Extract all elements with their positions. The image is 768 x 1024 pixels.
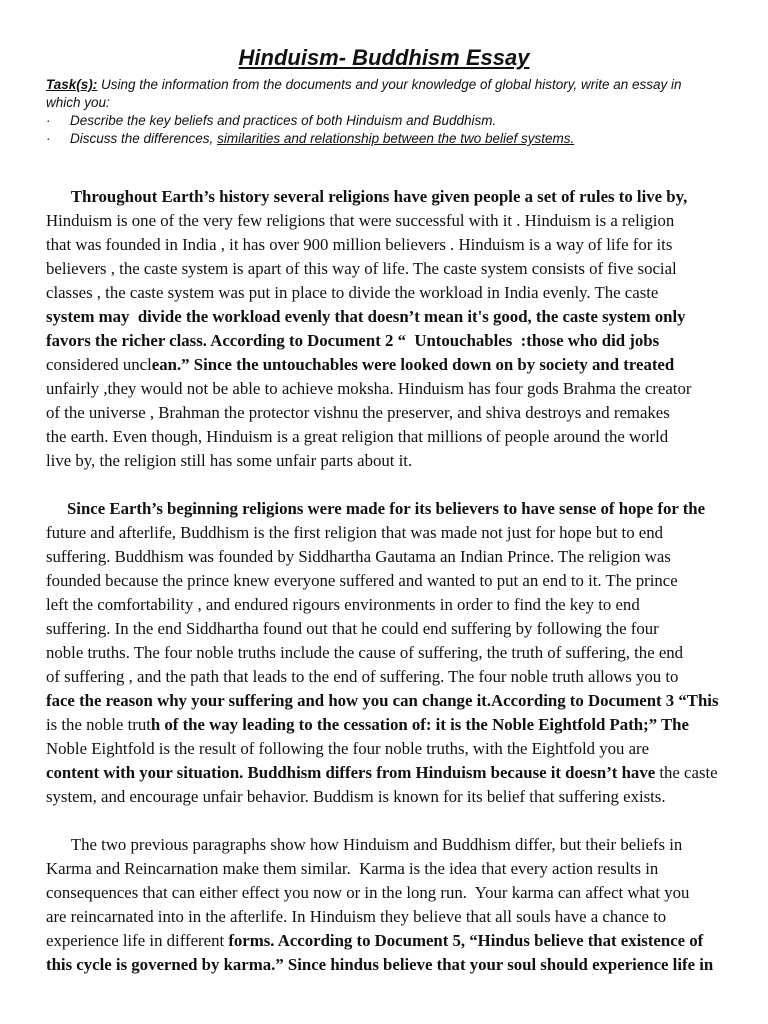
text-segment: Hinduism is one of the very few religions that were successful with it . Hinduism is a religion (46, 211, 675, 230)
page-title: Hinduism- Buddhism Essay (238, 45, 530, 70)
paragraph-buddhism (46, 497, 726, 809)
essay-line (46, 617, 726, 641)
text-segment: considered uncl (46, 355, 152, 374)
bold-text-segment: content with your situation. Buddhism differs from Hinduism because it doesn’t have (46, 763, 656, 782)
task-intro-continuation: which you: (46, 95, 110, 110)
essay-line (46, 449, 726, 473)
task-intro-line (46, 76, 726, 94)
text-segment: suffering. In the end Siddhartha found out that he could end suffering by following the four (46, 619, 659, 638)
text-segment: future and afterlife, Buddhism is the first religion that was made not just for hope but to end (46, 523, 664, 542)
bold-text-segment: ean.” Since the untouchables were looked down on by society and treated (151, 355, 675, 374)
essay-line (46, 785, 726, 809)
text-segment: unfairly ,they would not be able to achieve moksha. Hinduism has four gods Brahma the creator (46, 379, 692, 398)
essay-line (46, 497, 726, 521)
essay-line (46, 209, 726, 233)
text-segment: live by, the religion still has some unfair parts about it. (46, 451, 413, 470)
text-segment: classes , the caste system was put in place to divide the workload in India evenly. The caste (46, 283, 659, 302)
essay-line (46, 857, 726, 881)
text-segment: noble truths. The four noble truths include the cause of suffering, the truth of suffering, the end (46, 643, 684, 662)
task-bullet-2 (46, 130, 726, 148)
bold-text-segment: face the reason why your suffering and how you can change it.According to Document 3 “This (46, 691, 719, 710)
task-bullet-underlined-text: similarities and relationship between the two belief systems. (217, 131, 575, 146)
essay-line (46, 641, 726, 665)
task-intro-text: Using the information from the documents and your knowledge of global history, write an essay in (97, 77, 682, 92)
essay-line (46, 521, 726, 545)
bold-text-segment: Throughout Earth’s history several religions have given people a set of rules to live by, (46, 187, 688, 206)
essay-line (46, 905, 726, 929)
bold-text-segment: this cycle is governed by karma.” Since hindus believe that your soul should experience life in (46, 955, 714, 974)
essay-line (46, 233, 726, 257)
essay-line (46, 689, 726, 713)
bold-text-segment: Since Earth’s beginning religions were made for its believers to have sense of hope for the (46, 499, 706, 518)
essay-line (46, 761, 726, 785)
essay-line (46, 185, 726, 209)
text-segment: Karma and Reincarnation make them similar. Karma is the idea that every action results in (46, 859, 659, 878)
text-segment: Noble Eightfold is the result of following the four noble truths, with the Eightfold you are (46, 739, 650, 758)
essay-line (46, 569, 726, 593)
essay-line (46, 281, 726, 305)
essay-line (46, 881, 726, 905)
essay-line (46, 257, 726, 281)
paragraph-similarities (46, 833, 726, 977)
bold-text-segment: forms. According to Document 5, “Hindus believe that existence of (228, 931, 704, 950)
text-segment: is the noble trut (46, 715, 151, 734)
text-segment: of the universe , Brahman the protector vishnu the preserver, and shiva destroys and remakes (46, 403, 670, 422)
essay-line (46, 305, 726, 329)
task-label: Task(s): (46, 77, 98, 92)
text-segment: are reincarnated into in the afterlife. In Hinduism they believe that all souls have a chance to (46, 907, 667, 926)
task-bullet-1 (46, 112, 726, 130)
text-segment: experience life in different (46, 931, 229, 950)
essay-line (46, 833, 726, 857)
essay-line (46, 425, 726, 449)
text-segment: left the comfortability , and endured rigours environments in order to find the key to end (46, 595, 640, 614)
essay-line (46, 953, 726, 977)
essay-line (46, 665, 726, 689)
task-bullet-text: Discuss the differences, (70, 131, 218, 146)
text-segment: the earth. Even though, Hinduism is a great religion that millions of people around the world (46, 427, 669, 446)
essay-line (46, 377, 726, 401)
text-segment: founded because the prince knew everyone suffered and wanted to put an end to it. The prince (46, 571, 678, 590)
task-instructions (46, 76, 726, 148)
text-segment: consequences that can either effect you now or in the long run. Your karma can affect what you (46, 883, 690, 902)
text-segment: suffering. Buddhism was founded by Siddhartha Gautama an Indian Prince. The religion was (46, 547, 671, 566)
text-segment: the caste (655, 763, 718, 782)
paragraph-hinduism (46, 185, 726, 473)
bold-text-segment: h of the way leading to the cessation of: it is the Noble Eightfold Path;” The (150, 715, 689, 734)
essay-line (46, 545, 726, 569)
text-segment: believers , the caste system is apart of this way of life. The caste system consists of five social (46, 259, 677, 278)
text-segment: that was founded in India , it has over 900 million believers . Hinduism is a way of life for its (46, 235, 673, 254)
essay-line (46, 593, 726, 617)
task-bullet-text: Describe the key beliefs and practices of both Hinduism and Buddhism. (70, 113, 497, 128)
text-segment: system, and encourage unfair behavior. Buddism is known for its belief that suffering exists. (46, 787, 666, 806)
text-segment: The two previous paragraphs show how Hinduism and Buddhism differ, but their beliefs in (46, 835, 683, 854)
text-segment: of suffering , and the path that leads to the end of suffering. The four noble truth allows you to (46, 667, 679, 686)
essay-line (46, 329, 726, 353)
essay-body (46, 185, 726, 977)
essay-line (46, 737, 726, 761)
bold-text-segment: favors the richer class. According to Document 2 “ Untouchables :those who did jobs (46, 331, 660, 350)
essay-line (46, 713, 726, 737)
essay-line (46, 929, 726, 953)
bold-text-segment: system may divide the workload evenly that doesn’t mean it's good, the caste system only (46, 307, 686, 326)
bullet-dot: · (46, 131, 51, 146)
essay-line (46, 353, 726, 377)
essay-line (46, 401, 726, 425)
bullet-dot: · (46, 113, 51, 128)
